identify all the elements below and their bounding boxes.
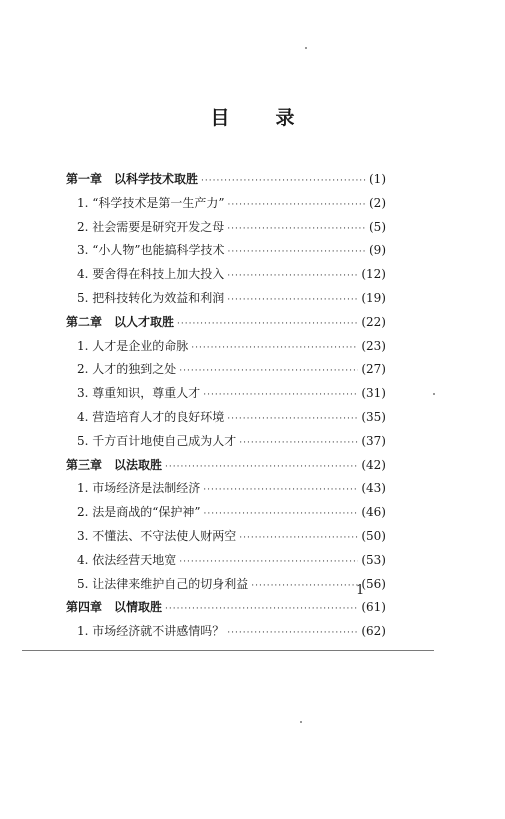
- toc-dot-leader: [227, 295, 358, 305]
- page-title-char-2: 录: [275, 107, 295, 129]
- toc-entry-label: 第三章 以法取胜: [66, 457, 163, 472]
- toc-entry-label: 4. 依法经营天地宽: [77, 552, 177, 567]
- toc-chapter-row: [66, 598, 386, 622]
- toc-page-ref: (62): [361, 624, 386, 639]
- toc-entry-label: 1. 人才是企业的命脉: [77, 338, 189, 353]
- toc-section-row: [66, 479, 386, 503]
- toc-page-ref: (42): [361, 457, 386, 472]
- toc-page-ref: (19): [361, 290, 386, 305]
- toc-section-row: [66, 575, 386, 599]
- toc-entry-label: 5. 让法律来维护自己的切身利益: [77, 576, 249, 591]
- toc-entry-label: 5. 把科技转化为效益和利润: [77, 290, 225, 305]
- toc-dot-leader: [239, 438, 358, 448]
- toc-entry-label: 4. 营造培育人才的良好环境: [77, 409, 225, 424]
- toc-page-ref: (27): [361, 362, 386, 377]
- toc-entry-label: 2. 社会需要是研究开发之母: [77, 219, 225, 234]
- toc-page-ref: (50): [361, 528, 386, 543]
- toc-dot-leader: [227, 628, 358, 638]
- toc-page-ref: (1): [369, 172, 386, 186]
- toc-page-ref: (37): [361, 433, 386, 448]
- toc-entry-label: 3. 不懂法、不守法使人财两空: [77, 528, 237, 543]
- toc-chapter-row: [66, 313, 386, 337]
- toc-page-ref: (35): [361, 409, 386, 424]
- toc-entry-label: 3. “小人物”也能搞科学技术: [77, 243, 225, 258]
- toc-dot-leader: [179, 366, 358, 376]
- toc-dot-leader: [251, 581, 358, 591]
- toc-dot-leader: [203, 390, 358, 400]
- toc-dot-leader: [239, 533, 358, 543]
- page-divider: [22, 650, 434, 651]
- scan-speck: [305, 47, 307, 49]
- toc-section-row: [66, 289, 386, 313]
- toc-section-row: [66, 360, 386, 384]
- toc-dot-leader: [203, 485, 358, 495]
- toc-section-row: [66, 551, 386, 575]
- toc-dot-leader: [227, 414, 358, 424]
- toc-entry-label: 5. 千方百计地使自己成为人才: [77, 433, 237, 448]
- toc-entry-label: 1. 市场经济就不讲感情吗？: [77, 624, 225, 639]
- toc-dot-leader: [227, 271, 358, 281]
- page-title-char-1: 目: [210, 107, 230, 129]
- toc-page-ref: (23): [361, 338, 386, 353]
- toc-entry-label: 1. “科学技术是第一生产力”: [77, 195, 225, 210]
- toc-section-row: [66, 503, 386, 527]
- toc-page-ref: (5): [369, 219, 386, 234]
- toc-section-row: [66, 622, 386, 646]
- toc-section-row: [66, 265, 386, 289]
- toc-entry-label: 1. 市场经济是法制经济: [77, 481, 201, 496]
- toc-section-row: [66, 408, 386, 432]
- toc-dot-leader: [179, 557, 358, 567]
- toc-dot-leader: [204, 509, 359, 519]
- toc-section-row: [66, 218, 386, 242]
- page-number: 1: [356, 583, 365, 598]
- toc-page-ref: (2): [369, 195, 386, 210]
- toc-section-row: [66, 337, 386, 361]
- toc-entry-label: 4. 要舍得在科技上加大投入: [77, 267, 225, 282]
- toc-page-ref: (56): [361, 576, 386, 591]
- toc-dot-leader: [228, 200, 366, 210]
- table-of-contents: [66, 170, 386, 646]
- toc-page-ref: (22): [361, 314, 386, 329]
- page-title: [0, 103, 505, 130]
- scan-speck: [300, 721, 302, 723]
- toc-section-row: [66, 241, 386, 265]
- toc-page-ref: (53): [361, 552, 386, 567]
- toc-page-ref: (12): [361, 267, 386, 282]
- scan-speck: [433, 393, 435, 395]
- toc-dot-leader: [165, 604, 358, 614]
- toc-entry-label: 第一章 以科学技术取胜: [66, 172, 199, 186]
- toc-dot-leader: [177, 319, 358, 329]
- toc-section-row: [66, 194, 386, 218]
- toc-dot-leader: [201, 176, 366, 186]
- toc-dot-leader: [227, 224, 366, 234]
- toc-entry-label: 2. 人才的独到之处: [77, 362, 177, 377]
- toc-page-ref: (46): [361, 505, 386, 520]
- toc-chapter-row: [66, 456, 386, 480]
- toc-section-row: [66, 432, 386, 456]
- toc-entry-label: 2. 法是商战的“保护神”: [77, 505, 201, 520]
- toc-chapter-row: [66, 170, 386, 194]
- toc-page-ref: (9): [369, 243, 386, 258]
- toc-page-ref: (31): [361, 386, 386, 401]
- toc-entry-label: 第四章 以情取胜: [66, 600, 163, 615]
- toc-dot-leader: [228, 247, 366, 257]
- toc-dot-leader: [191, 343, 358, 353]
- toc-section-row: [66, 384, 386, 408]
- toc-entry-label: 第二章 以人才取胜: [66, 314, 175, 329]
- toc-page-ref: (43): [361, 481, 386, 496]
- toc-section-row: [66, 527, 386, 551]
- toc-dot-leader: [165, 462, 358, 472]
- toc-page-ref: (61): [361, 600, 386, 615]
- toc-entry-label: 3. 尊重知识，尊重人才: [77, 386, 201, 401]
